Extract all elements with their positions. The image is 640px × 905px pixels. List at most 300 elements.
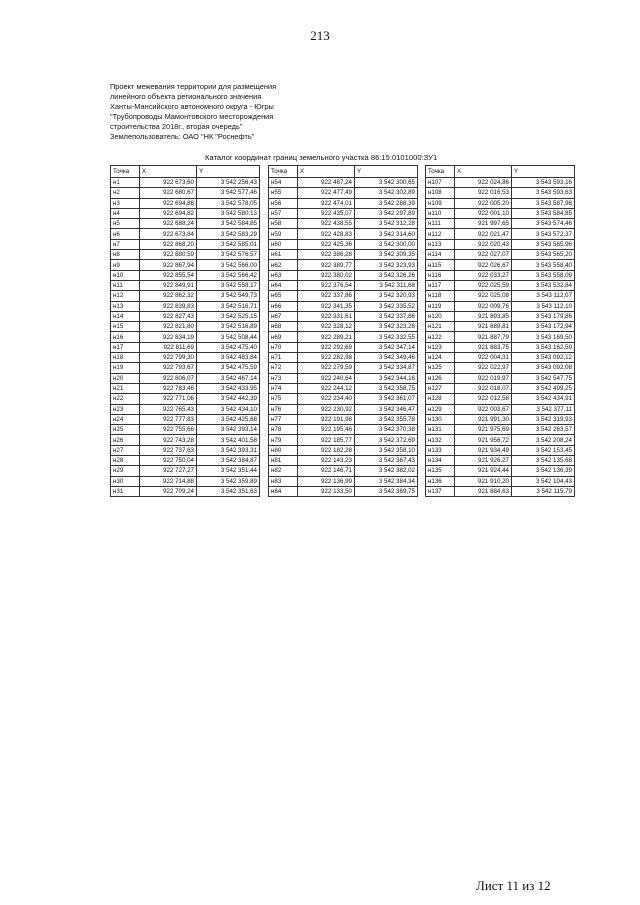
cell-y: 3 542 547,75 (512, 373, 575, 383)
cell-y: 3 543 574,46 (512, 219, 575, 229)
cell-x: 922 025,08 (455, 291, 512, 301)
table-row (426, 435, 575, 445)
cell-x: 922 018,07 (455, 383, 512, 393)
table-row (269, 250, 418, 260)
cell-point: н80 (269, 445, 298, 455)
cell-point: н81 (269, 456, 298, 466)
sheet-number: Лист 11 из 12 (476, 878, 551, 893)
table-row (426, 322, 575, 332)
cell-x: 922 341,35 (298, 301, 355, 311)
cell-point: н30 (111, 476, 140, 486)
cell-y: 3 542 584,85 (197, 219, 260, 229)
cell-point: н57 (269, 208, 298, 218)
cell-y: 3 543 172,94 (512, 322, 575, 332)
cell-y: 3 542 370,38 (355, 425, 418, 435)
cell-y: 3 542 384,87 (197, 456, 260, 466)
cell-point: н125 (426, 363, 455, 373)
cell-x: 922 133,50 (298, 486, 355, 496)
cell-y: 3 542 393,31 (197, 445, 260, 455)
cell-point: н3 (111, 198, 140, 208)
cell-y: 3 542 549,73 (197, 291, 260, 301)
cell-point: н132 (426, 435, 455, 445)
table-row (426, 394, 575, 404)
table-row (269, 476, 418, 486)
cell-point: н121 (426, 322, 455, 332)
table-row (426, 229, 575, 239)
cell-y: 3 542 115,79 (512, 486, 575, 496)
cell-y: 3 543 593,63 (512, 188, 575, 198)
table-row (426, 250, 575, 260)
cell-y: 3 542 337,86 (355, 311, 418, 321)
cell-y: 3 542 434,91 (512, 394, 575, 404)
table-row (426, 373, 575, 383)
cell-x: 921 884,63 (455, 486, 512, 496)
header-line: строительства 2018г., вторая очередь" (110, 122, 243, 131)
cell-point: н112 (426, 229, 455, 239)
cell-x: 922 680,67 (140, 188, 197, 198)
table-header-row (111, 166, 260, 178)
table-row (426, 414, 575, 424)
cell-point: н56 (269, 198, 298, 208)
table-row (269, 404, 418, 414)
cell-y: 3 542 475,40 (197, 342, 260, 352)
page-number: 213 (310, 28, 330, 43)
cell-y: 3 542 525,15 (197, 311, 260, 321)
cell-point: н75 (269, 394, 298, 404)
cell-x: 921 910,20 (455, 476, 512, 486)
cell-point: н10 (111, 270, 140, 280)
cell-y: 3 543 169,50 (512, 332, 575, 342)
table-row (426, 486, 575, 496)
cell-point: н111 (426, 219, 455, 229)
cell-x: 922 849,91 (140, 280, 197, 290)
cell-y: 3 542 302,89 (355, 188, 418, 198)
cell-point: н25 (111, 425, 140, 435)
table-row (426, 301, 575, 311)
table-row (111, 435, 260, 445)
cell-point: н11 (111, 280, 140, 290)
cell-point: н64 (269, 280, 298, 290)
table-row (426, 404, 575, 414)
cell-x: 922 793,67 (140, 363, 197, 373)
cell-y: 3 543 584,85 (512, 208, 575, 218)
cell-y: 3 542 288,39 (355, 198, 418, 208)
cell-point: н76 (269, 404, 298, 414)
cell-point: н79 (269, 435, 298, 445)
cell-point: н5 (111, 219, 140, 229)
table-row (426, 291, 575, 301)
table-row (269, 280, 418, 290)
cell-y: 3 542 577,46 (197, 188, 260, 198)
table-row (111, 239, 260, 249)
cell-y: 3 542 312,28 (355, 219, 418, 229)
cell-point: н20 (111, 373, 140, 383)
document-header (110, 82, 410, 142)
cell-point: н77 (269, 414, 298, 424)
cell-x: 922 012,58 (455, 394, 512, 404)
cell-y: 3 542 104,43 (512, 476, 575, 486)
cell-point: н118 (426, 291, 455, 301)
cell-point: н55 (269, 188, 298, 198)
cell-y: 3 542 425,68 (197, 414, 260, 424)
cell-x: 922 737,63 (140, 445, 197, 455)
cell-y: 3 542 323,26 (355, 322, 418, 332)
cell-y: 3 542 135,68 (512, 456, 575, 466)
cell-y: 3 543 593,16 (512, 178, 575, 188)
cell-x: 922 855,54 (140, 270, 197, 280)
table-header-row (269, 166, 418, 178)
table-row (426, 383, 575, 393)
cell-point: н62 (269, 260, 298, 270)
cell-x: 922 016,53 (455, 188, 512, 198)
table-row (269, 435, 418, 445)
cell-y: 3 543 532,84 (512, 280, 575, 290)
header-line: Землепользователь: ОАО "НК "Роснефть" (110, 132, 255, 141)
table-row (111, 311, 260, 321)
cell-point: н73 (269, 373, 298, 383)
table-row (269, 394, 418, 404)
cell-y: 3 542 483,84 (197, 353, 260, 363)
cell-y: 3 542 300,65 (355, 178, 418, 188)
cell-y: 3 542 297,89 (355, 208, 418, 218)
table-row (426, 456, 575, 466)
cell-y: 3 542 351,44 (197, 466, 260, 476)
cell-x: 922 376,54 (298, 280, 355, 290)
cell-point: н114 (426, 250, 455, 260)
cell-x: 922 777,83 (140, 414, 197, 424)
cell-point: н113 (426, 239, 455, 249)
table-row (111, 280, 260, 290)
cell-x: 921 956,72 (455, 435, 512, 445)
cell-y: 3 542 467,14 (197, 373, 260, 383)
cell-x: 922 003,67 (455, 404, 512, 414)
cell-x: 922 755,66 (140, 425, 197, 435)
cell-y: 3 542 433,95 (197, 383, 260, 393)
cell-x: 921 924,44 (455, 466, 512, 476)
cell-point: н18 (111, 353, 140, 363)
cell-point: н72 (269, 363, 298, 373)
cell-y: 3 542 334,87 (355, 363, 418, 373)
cell-x: 922 425,36 (298, 239, 355, 249)
cell-x: 922 673,84 (140, 229, 197, 239)
cell-point: н2 (111, 188, 140, 198)
cell-x: 922 709,24 (140, 486, 197, 496)
cell-x: 922 328,12 (298, 322, 355, 332)
cell-x: 922 811,69 (140, 342, 197, 352)
coordinates-table-1 (110, 165, 260, 497)
table-row (111, 342, 260, 352)
cell-point: н1 (111, 178, 140, 188)
table-row (426, 219, 575, 229)
table-row (111, 322, 260, 332)
cell-y: 3 542 508,44 (197, 332, 260, 342)
cell-x: 922 331,61 (298, 311, 355, 321)
cell-point: н6 (111, 229, 140, 239)
table-row (111, 425, 260, 435)
cell-point: н28 (111, 456, 140, 466)
cell-x: 922 033,27 (455, 270, 512, 280)
table-row (111, 363, 260, 373)
header-line: линейного объекта регионального значения (110, 92, 262, 101)
cell-y: 3 543 092,12 (512, 353, 575, 363)
cell-y: 3 542 347,14 (355, 342, 418, 352)
table-row (269, 445, 418, 455)
cell-point: н68 (269, 322, 298, 332)
cell-point: н12 (111, 291, 140, 301)
table-row (426, 332, 575, 342)
cell-y: 3 542 314,60 (355, 229, 418, 239)
cell-x: 922 234,40 (298, 394, 355, 404)
cell-y: 3 542 358,75 (355, 383, 418, 393)
cell-y: 3 542 393,14 (197, 425, 260, 435)
table-row (269, 178, 418, 188)
table-row (269, 291, 418, 301)
cell-x: 922 694,82 (140, 208, 197, 218)
cell-point: н117 (426, 280, 455, 290)
cell-x: 922 487,24 (298, 178, 355, 188)
cell-x: 921 887,79 (455, 332, 512, 342)
cell-point: н84 (269, 486, 298, 496)
cell-point: н131 (426, 425, 455, 435)
cell-y: 3 543 112,10 (512, 301, 575, 311)
cell-x: 922 688,24 (140, 219, 197, 229)
cell-point: н26 (111, 435, 140, 445)
table-header-row (426, 166, 575, 178)
table-row (269, 198, 418, 208)
cell-x: 922 438,55 (298, 219, 355, 229)
cell-y: 3 543 572,37 (512, 229, 575, 239)
cell-x: 922 834,19 (140, 332, 197, 342)
cell-point: н59 (269, 229, 298, 239)
table-row (111, 219, 260, 229)
table-row (111, 178, 260, 188)
cell-point: н14 (111, 311, 140, 321)
cell-point: н7 (111, 239, 140, 249)
cell-x: 922 694,88 (140, 198, 197, 208)
cell-point: н65 (269, 291, 298, 301)
cell-x: 922 143,23 (298, 456, 355, 466)
cell-y: 3 542 580,13 (197, 208, 260, 218)
table-row (426, 445, 575, 455)
cell-y: 3 542 558,17 (197, 280, 260, 290)
cell-point: н136 (426, 476, 455, 486)
header-y: Y (355, 166, 418, 178)
cell-point: н120 (426, 311, 455, 321)
cell-x: 922 821,80 (140, 322, 197, 332)
cell-x: 921 926,27 (455, 456, 512, 466)
cell-x: 922 289,21 (298, 332, 355, 342)
table-row (111, 188, 260, 198)
cell-x: 922 004,31 (455, 353, 512, 363)
table-row (426, 260, 575, 270)
cell-point: н127 (426, 383, 455, 393)
cell-y: 3 542 208,24 (512, 435, 575, 445)
header-x: X (455, 166, 512, 178)
cell-x: 922 027,07 (455, 250, 512, 260)
table-row (111, 198, 260, 208)
cell-x: 922 783,46 (140, 383, 197, 393)
table-row (111, 260, 260, 270)
cell-point: н54 (269, 178, 298, 188)
cell-x: 922 673,60 (140, 178, 197, 188)
cell-y: 3 542 332,55 (355, 332, 418, 342)
cell-y: 3 542 355,78 (355, 414, 418, 424)
cell-x: 922 024,86 (455, 178, 512, 188)
cell-y: 3 542 384,34 (355, 476, 418, 486)
table-row (426, 476, 575, 486)
cell-point: н27 (111, 445, 140, 455)
cell-y: 3 542 566,00 (197, 260, 260, 270)
cell-point: н4 (111, 208, 140, 218)
cell-x: 922 282,98 (298, 353, 355, 363)
cell-x: 922 136,99 (298, 476, 355, 486)
table-row (426, 363, 575, 373)
coordinates-table-3 (425, 165, 575, 497)
table-row (269, 208, 418, 218)
table-row (111, 404, 260, 414)
cell-point: н110 (426, 208, 455, 218)
cell-x: 922 750,04 (140, 456, 197, 466)
cell-point: н15 (111, 322, 140, 332)
cell-x: 922 022,97 (455, 363, 512, 373)
table-row (269, 270, 418, 280)
cell-point: н71 (269, 353, 298, 363)
cell-point: н83 (269, 476, 298, 486)
table-row (269, 219, 418, 229)
table-row (269, 466, 418, 476)
cell-x: 922 743,28 (140, 435, 197, 445)
cell-x: 921 934,49 (455, 445, 512, 455)
cell-point: н107 (426, 178, 455, 188)
cell-y: 3 542 382,02 (355, 466, 418, 476)
table-row (269, 332, 418, 342)
table-row (269, 260, 418, 270)
cell-x: 922 428,83 (298, 229, 355, 239)
cell-point: н134 (426, 456, 455, 466)
cell-x: 922 009,76 (455, 301, 512, 311)
table-row (111, 332, 260, 342)
table-row (111, 250, 260, 260)
header-point: Точка (426, 166, 455, 178)
cell-y: 3 542 309,35 (355, 250, 418, 260)
table-row (426, 342, 575, 352)
cell-y: 3 542 359,89 (197, 476, 260, 486)
cell-point: н60 (269, 239, 298, 249)
cell-point: н129 (426, 404, 455, 414)
cell-x: 922 292,69 (298, 342, 355, 352)
cell-point: н17 (111, 342, 140, 352)
cell-y: 3 542 300,00 (355, 239, 418, 249)
cell-y: 3 542 351,63 (197, 486, 260, 496)
table-row (426, 270, 575, 280)
cell-point: н74 (269, 383, 298, 393)
table-row (426, 198, 575, 208)
cell-x: 922 005,20 (455, 198, 512, 208)
coordinates-table-2 (268, 165, 418, 497)
table-row (426, 280, 575, 290)
cell-point: н24 (111, 414, 140, 424)
cell-point: н130 (426, 414, 455, 424)
table-row (269, 322, 418, 332)
cell-y: 3 542 434,10 (197, 404, 260, 414)
cell-point: н22 (111, 394, 140, 404)
cell-y: 3 542 585,01 (197, 239, 260, 249)
cell-y: 3 542 566,42 (197, 270, 260, 280)
table-row (269, 239, 418, 249)
cell-y: 3 542 320,93 (355, 291, 418, 301)
cell-x: 922 765,43 (140, 404, 197, 414)
cell-x: 922 389,77 (298, 260, 355, 270)
cell-x: 921 893,85 (455, 311, 512, 321)
cell-y: 3 542 361,07 (355, 394, 418, 404)
cell-y: 3 543 558,09 (512, 270, 575, 280)
cell-point: н126 (426, 373, 455, 383)
cell-y: 3 542 256,43 (197, 178, 260, 188)
cell-y: 3 542 344,16 (355, 373, 418, 383)
table-row (111, 208, 260, 218)
table-row (111, 373, 260, 383)
cell-y: 3 543 112,07 (512, 291, 575, 301)
header-x: X (298, 166, 355, 178)
cell-point: н82 (269, 466, 298, 476)
cell-y: 3 542 326,26 (355, 270, 418, 280)
cell-point: н29 (111, 466, 140, 476)
cell-x: 921 889,81 (455, 322, 512, 332)
cell-x: 922 001,10 (455, 208, 512, 218)
cell-y: 3 542 372,69 (355, 435, 418, 445)
cell-y: 3 542 377,11 (512, 404, 575, 414)
cell-point: н31 (111, 486, 140, 496)
table-row (426, 425, 575, 435)
table-row (269, 342, 418, 352)
cell-y: 3 542 516,71 (197, 301, 260, 311)
cell-x: 922 025,59 (455, 280, 512, 290)
cell-y: 3 542 136,39 (512, 466, 575, 476)
cell-y: 3 542 335,52 (355, 301, 418, 311)
cell-x: 922 806,07 (140, 373, 197, 383)
cell-x: 922 477,49 (298, 188, 355, 198)
cell-y: 3 542 499,25 (512, 383, 575, 393)
table-row (269, 456, 418, 466)
cell-point: н61 (269, 250, 298, 260)
table-row (269, 373, 418, 383)
cell-y: 3 542 323,93 (355, 260, 418, 270)
cell-x: 921 975,69 (455, 425, 512, 435)
table-row (269, 383, 418, 393)
table-row (269, 425, 418, 435)
cell-x: 922 727,27 (140, 466, 197, 476)
cell-x: 921 991,30 (455, 414, 512, 424)
cell-x: 922 474,01 (298, 198, 355, 208)
cell-x: 922 799,30 (140, 353, 197, 363)
cell-y: 3 542 401,58 (197, 435, 260, 445)
cell-point: н115 (426, 260, 455, 270)
cell-x: 921 997,65 (455, 219, 512, 229)
cell-y: 3 542 369,75 (355, 486, 418, 496)
cell-y: 3 543 587,98 (512, 198, 575, 208)
cell-y: 3 542 475,59 (197, 363, 260, 373)
cell-x: 922 839,83 (140, 301, 197, 311)
header-x: X (140, 166, 197, 178)
table-row (269, 353, 418, 363)
cell-point: н58 (269, 219, 298, 229)
cell-y: 3 542 358,10 (355, 445, 418, 455)
cell-point: н63 (269, 270, 298, 280)
cell-x: 922 021,47 (455, 229, 512, 239)
cell-y: 3 543 558,40 (512, 260, 575, 270)
table-row (426, 311, 575, 321)
cell-point: н19 (111, 363, 140, 373)
